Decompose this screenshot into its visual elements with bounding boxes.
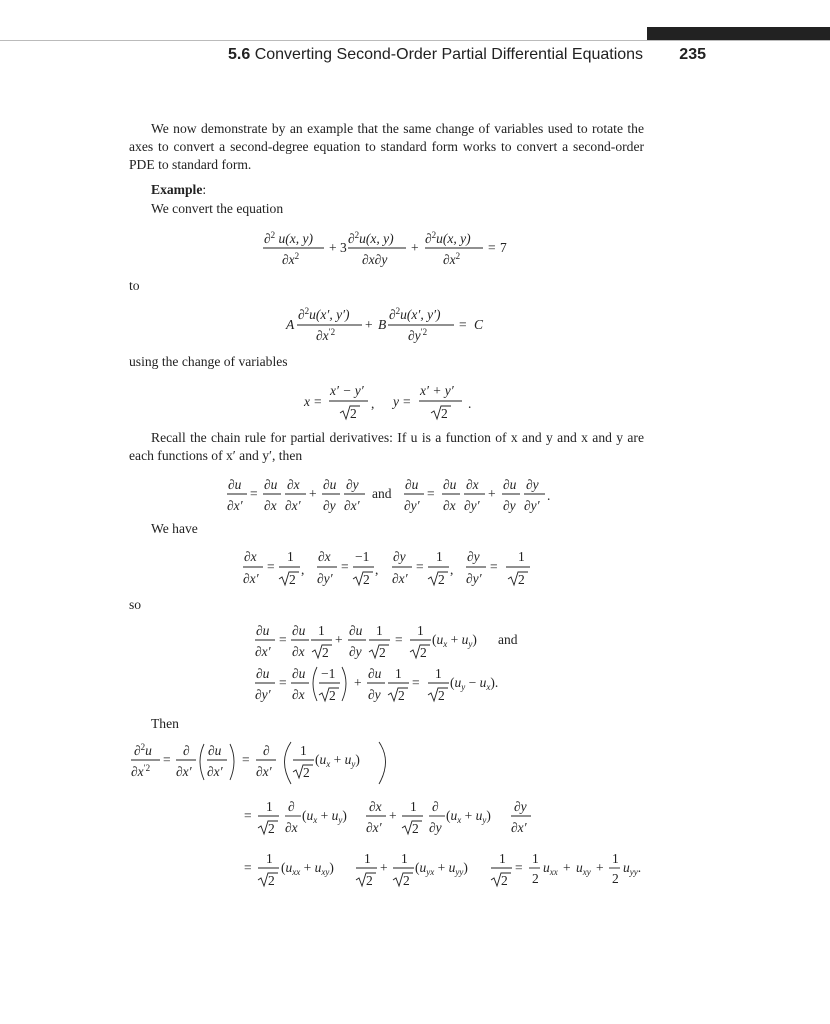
- eq10-f1n: 1: [266, 851, 273, 866]
- eq5-eq1: =: [267, 559, 275, 574]
- equation-1: [250, 228, 540, 272]
- equation-8: [128, 738, 418, 790]
- eq8-eq1: =: [163, 752, 171, 767]
- eq2-equals: =: [459, 317, 467, 332]
- eq3-den2: 2: [441, 406, 448, 421]
- eq4-g4n: ∂u: [503, 477, 517, 492]
- eq9-sum1: $(u_x + u_y)$: [302, 808, 347, 825]
- eq6-f6s: 2: [420, 645, 427, 660]
- convert-text: We convert the equation: [151, 201, 284, 216]
- equation-5: [240, 546, 540, 592]
- eq8-sum: $(u_x + u_y)$: [315, 752, 360, 769]
- eq1-rhs: 7: [500, 240, 507, 255]
- eq6-f3n: 1: [318, 623, 325, 638]
- eq5-c-d: ∂x′: [392, 571, 408, 586]
- running-header: [228, 46, 706, 64]
- eq4-f5n: ∂y: [346, 477, 359, 492]
- eq2-den1: $\partial x^{'2}$: [316, 327, 336, 343]
- eq6-plus: +: [335, 632, 343, 647]
- eq5-eq4: =: [490, 559, 498, 574]
- eq8-f2d: ∂x′: [176, 764, 192, 779]
- example-heading: [151, 182, 206, 198]
- eq8-f3d: ∂x′: [207, 764, 223, 779]
- eq2-den2: $\partial y^{'2}$: [408, 327, 428, 343]
- eq4-g2d: ∂x: [443, 498, 456, 513]
- eq7-f6n: 1: [435, 666, 442, 681]
- eq9-f5d: ∂y: [429, 820, 442, 835]
- eq3-den1: 2: [350, 406, 357, 421]
- eq5-a-v: 1: [287, 549, 294, 564]
- eq4-plus2: +: [488, 486, 496, 501]
- eq4-g4d: ∂y: [503, 498, 516, 513]
- eq9-f2d: ∂x: [285, 820, 298, 835]
- equation-10: [242, 846, 662, 892]
- eq4-g3d: ∂y′: [464, 498, 480, 513]
- eq6-f1d: ∂x′: [255, 644, 271, 659]
- eq9-f1n: 1: [266, 799, 273, 814]
- eq9-eq: =: [244, 808, 252, 823]
- eq7-f3n: −1: [321, 666, 336, 681]
- eq5-eq3: =: [416, 559, 424, 574]
- eq7-eq1: =: [279, 675, 287, 690]
- eq5-c1: ,: [301, 562, 305, 577]
- eq2-num1: ∂$^2$u(x′, y′): [298, 306, 350, 322]
- eq7-plus: +: [354, 675, 362, 690]
- eq4-f1n: ∂u: [228, 477, 242, 492]
- eq8-f2n: ∂: [183, 743, 190, 758]
- eq10-f4s: 2: [501, 873, 508, 888]
- eq10-plus3: +: [596, 860, 604, 875]
- eq4-g2n: ∂u: [443, 477, 457, 492]
- eq10-eq1: =: [244, 860, 252, 875]
- eq3-x: x: [304, 394, 310, 409]
- eq6-f6n: 1: [417, 623, 424, 638]
- using-text: using the change of variables: [129, 354, 288, 369]
- eq6-f4n: ∂u: [349, 623, 363, 638]
- eq6-eq1: =: [279, 632, 287, 647]
- eq6-f1n: ∂u: [256, 623, 270, 638]
- to-text: to: [129, 278, 140, 293]
- eq3-period: .: [468, 396, 472, 411]
- eq4-f1d: ∂x′: [227, 498, 243, 513]
- eq10-f2s: 2: [366, 873, 373, 888]
- eq1-den3: $\partial x^2$: [443, 251, 461, 267]
- eq10-f4n: 1: [499, 851, 506, 866]
- eq6-eq2: =: [395, 632, 403, 647]
- eq8-f4d: ∂x′: [256, 764, 272, 779]
- eq5-b-v: −1: [355, 549, 370, 564]
- eq5-b-n: ∂x: [318, 549, 331, 564]
- eq4-eq2: =: [427, 486, 435, 501]
- eq7-f6s: 2: [438, 688, 445, 703]
- eq10-f5d: 2: [532, 871, 539, 886]
- eq9-f6n: ∂y: [514, 799, 527, 814]
- eq7-f2d: ∂x: [292, 687, 305, 702]
- eq4-f4d: ∂y: [323, 498, 336, 513]
- eq10-plus1: +: [380, 860, 388, 875]
- eq6-f5s: 2: [379, 645, 386, 660]
- so-text: so: [129, 597, 142, 612]
- eq9-sum2: $(u_x + u_y)$: [446, 808, 491, 825]
- eq9-f1s: 2: [268, 821, 275, 836]
- eq2-C: C: [474, 317, 484, 332]
- chain-rule-paragraph: Recall the chain rule for partial derivatives: If u is a function of x and y and x and y are each functions of x′ and y′, then: [129, 430, 644, 463]
- eq10-f3s: 2: [403, 873, 410, 888]
- eq4-and: and: [372, 486, 392, 501]
- eq7-f4n: ∂u: [368, 666, 382, 681]
- equation-3: [302, 378, 482, 424]
- eq6-f3s: 2: [322, 645, 329, 660]
- eq1-coef: 3: [340, 240, 347, 255]
- eq10-uxx: $u_{xx}$: [543, 860, 558, 877]
- eq4-g5d: ∂y′: [524, 498, 540, 513]
- eq4-f5d: ∂x′: [344, 498, 360, 513]
- eq9-f5n: ∂: [432, 799, 439, 814]
- then-text: Then: [151, 716, 179, 731]
- eq4-f3d: ∂x′: [285, 498, 301, 513]
- equation-7: [252, 663, 532, 711]
- eq10-plus2: +: [563, 860, 571, 875]
- example-label: Example: [151, 182, 203, 197]
- we-have-text: We have: [151, 521, 198, 536]
- eq5-a-s: 2: [289, 572, 296, 587]
- eq8-f1d: $\partial x^{'2}$: [131, 763, 151, 779]
- eq7-f5s: 2: [398, 688, 405, 703]
- eq10-sum2: $(u_{yx} + u_{yy})$: [415, 860, 468, 877]
- eq1-equals: =: [488, 240, 496, 255]
- eq3-y: y: [393, 394, 399, 409]
- eq5-d-v: 1: [518, 549, 525, 564]
- eq9-f3d: ∂x′: [366, 820, 382, 835]
- eq10-sum1: $(u_{xx} + u_{xy})$: [281, 860, 334, 877]
- eq6-f5n: 1: [376, 623, 383, 638]
- eq1-num1: ∂$^2$ u(x, y): [264, 230, 314, 246]
- eq7-f1n: ∂u: [256, 666, 270, 681]
- eq6-f2d: ∂x: [292, 644, 305, 659]
- eq9-f2n: ∂: [288, 799, 295, 814]
- eq8-f1n: ∂$^2$u: [134, 742, 152, 758]
- equation-6: [252, 620, 532, 664]
- eq10-uyy: $u_{yy}$.: [623, 860, 642, 877]
- eq9-f4n: 1: [410, 799, 417, 814]
- eq6-and: and: [498, 632, 518, 647]
- header-rule: [0, 40, 830, 41]
- eq3-eq1: =: [314, 394, 322, 409]
- eq4-f2n: ∂u: [264, 477, 278, 492]
- eq1-num2: ∂$^2$u(x, y): [348, 230, 394, 246]
- eq3-num1: x′ − y′: [330, 383, 364, 398]
- eq8-f4n: ∂: [263, 743, 270, 758]
- eq10-f6d: 2: [612, 871, 619, 886]
- eq6-f2n: ∂u: [292, 623, 306, 638]
- eq7-f5n: 1: [395, 666, 402, 681]
- eq9-f6d: ∂x′: [511, 820, 527, 835]
- eq2-A: A: [286, 317, 295, 332]
- eq7-f2n: ∂u: [292, 666, 306, 681]
- section-title: Converting Second-Order Partial Differential Equations: [254, 46, 644, 63]
- equation-4: [224, 474, 564, 516]
- eq4-g3n: ∂x: [466, 477, 479, 492]
- example-colon: :: [202, 182, 207, 197]
- eq4-f3n: ∂x: [287, 477, 300, 492]
- header-bar: [647, 27, 830, 40]
- eq8-eq2: =: [242, 752, 250, 767]
- eq5-a-d: ∂x′: [243, 571, 259, 586]
- eq4-plus1: +: [309, 486, 317, 501]
- eq9-f4s: 2: [412, 821, 419, 836]
- eq5-c-n: ∂y: [393, 549, 406, 564]
- eq4-g1d: ∂y′: [404, 498, 420, 513]
- eq10-f2n: 1: [364, 851, 371, 866]
- eq4-eq1: =: [250, 486, 258, 501]
- eq5-d-d: ∂y′: [466, 571, 482, 586]
- eq2-B: B: [378, 317, 387, 332]
- eq10-uxy: $u_{xy}$: [576, 860, 591, 877]
- eq9-f3n: ∂x: [369, 799, 382, 814]
- eq7-f3s: 2: [329, 688, 336, 703]
- eq4-g1n: ∂u: [405, 477, 419, 492]
- eq1-den1: $\partial x^2$: [282, 251, 300, 267]
- eq6-f4d: ∂y: [349, 644, 362, 659]
- eq3-comma: ,: [371, 396, 375, 411]
- eq1-num3: ∂$^2$u(x, y): [425, 230, 471, 246]
- eq1-plus2: +: [411, 240, 419, 255]
- eq3-num2: x′ + y′: [420, 383, 454, 398]
- eq10-f6n: 1: [612, 851, 619, 866]
- eq4-f4n: ∂u: [323, 477, 337, 492]
- eq7-diff: $(u_y - u_x)$.: [450, 675, 499, 692]
- eq1-plus1: +: [329, 240, 337, 255]
- eq3-eq2: =: [403, 394, 411, 409]
- eq8-f5s: 2: [303, 765, 310, 780]
- eq5-c3: ,: [450, 562, 454, 577]
- eq7-f1d: ∂y′: [255, 687, 271, 702]
- eq5-d-n: ∂y: [467, 549, 480, 564]
- eq5-c2: ,: [375, 562, 379, 577]
- eq8-f3n: ∂u: [208, 743, 222, 758]
- eq1-den2: ∂x∂y: [362, 252, 388, 267]
- eq10-f1s: 2: [268, 873, 275, 888]
- section-number: 5.6: [228, 46, 251, 63]
- eq4-period: .: [547, 488, 551, 503]
- eq10-f3n: 1: [401, 851, 408, 866]
- eq5-c-v: 1: [436, 549, 443, 564]
- eq5-eq2: =: [341, 559, 349, 574]
- eq7-f4d: ∂y: [368, 687, 381, 702]
- eq5-b-d: ∂y′: [317, 571, 333, 586]
- equation-2: [284, 302, 504, 346]
- intro-paragraph: We now demonstrate by an example that the same change of variables used to rotate the axes to convert a second-degree equation to standard form works to convert a second-order PDE to standard form.: [129, 121, 644, 172]
- equation-9: [242, 794, 542, 840]
- eq6-sum: $(u_x + u_y)$: [432, 632, 477, 649]
- page-number: 235: [679, 46, 706, 63]
- eq8-f5n: 1: [300, 743, 307, 758]
- eq4-g5n: ∂y: [526, 477, 539, 492]
- eq5-d-s: 2: [518, 572, 525, 587]
- eq5-a-n: ∂x: [244, 549, 257, 564]
- eq10-f5n: 1: [532, 851, 539, 866]
- eq10-eq2: =: [515, 860, 523, 875]
- eq5-c-s: 2: [438, 572, 445, 587]
- eq5-b-s: 2: [363, 572, 370, 587]
- eq2-num2: ∂$^2$u(x′, y′): [389, 306, 441, 322]
- eq2-plus: +: [365, 317, 373, 332]
- eq9-plus: +: [389, 808, 397, 823]
- eq7-eq2: =: [412, 675, 420, 690]
- eq4-f2d: ∂x: [264, 498, 277, 513]
